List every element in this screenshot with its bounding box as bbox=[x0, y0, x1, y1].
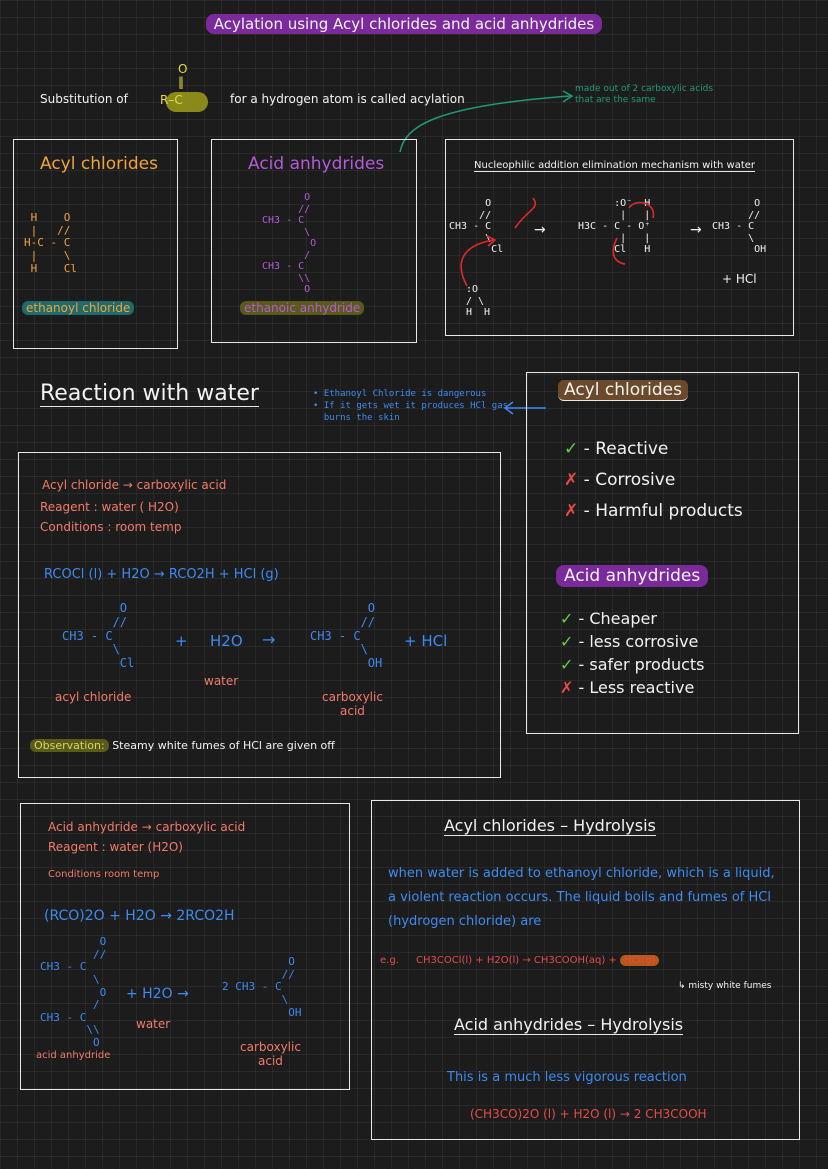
anh-box-plus: + H2O → bbox=[126, 986, 189, 1002]
cross-icon: ✗ bbox=[560, 678, 574, 697]
cross-icon: ✗ bbox=[564, 501, 579, 521]
anh-box-product: O // 2 CH3 - C \ OH bbox=[222, 955, 302, 1019]
comparison-anh-item bbox=[560, 653, 705, 676]
comparison-anh-title-text: Acid anhydrides bbox=[556, 565, 708, 587]
hydrolysis-anh-text: This is a much less vigorous reaction bbox=[447, 1070, 687, 1085]
comparison-anh-item bbox=[560, 607, 705, 630]
anh-box-equation: (RCO)2O + H2O → 2RCO2H bbox=[44, 908, 235, 924]
page-title-text: Acylation using Acyl chlorides and acid anhydrides bbox=[206, 14, 602, 34]
page-title bbox=[188, 14, 620, 33]
comparison-anh-item-text: - safer products bbox=[578, 655, 705, 674]
mechanism-title bbox=[474, 160, 755, 171]
anh-box-line1: Acid anhydride → carboxylic acid bbox=[48, 820, 246, 834]
water-section-title-text: Reaction with water bbox=[40, 381, 259, 406]
water-section-note: • Ethanoyl Chloride is dangerous • If it gets wet it produces HCl gas burns the skin bbox=[313, 389, 509, 424]
acyl-chloride-structure: H O | // H-C - C | \ H Cl bbox=[24, 211, 77, 275]
acid-anhydride-box-title: Acid anhydrides bbox=[248, 154, 385, 174]
comparison-anh-item-text: - Cheaper bbox=[578, 609, 657, 628]
acyl-chloride-label-text: ethanoyl chloride bbox=[22, 301, 134, 315]
anh-box-line3: Conditions room temp bbox=[48, 869, 160, 880]
acid-anhydride-label bbox=[240, 297, 364, 316]
observation-label: Observation: bbox=[30, 739, 109, 752]
hydrolysis-eg: e.g. bbox=[380, 955, 399, 966]
hydrolysis-acyl-text: when water is added to ethanoyl chloride, which is a liquid, a violent reaction occurs. The liquid boils and fumes of HCl (hydrogen chloride) are bbox=[388, 866, 775, 929]
mechanism-title-text: Nucleophilic addition elimination mechanism with water bbox=[474, 160, 756, 171]
cross-icon: ✗ bbox=[564, 470, 579, 490]
comparison-acyl-item bbox=[564, 434, 743, 465]
intro-suffix: for a hydrogen atom is called acylation bbox=[230, 92, 465, 106]
anh-box-water-label: water bbox=[136, 1017, 171, 1031]
comparison-acyl-item bbox=[564, 496, 743, 527]
anh-box-line2: Reagent : water (H2O) bbox=[48, 840, 183, 854]
water-box-water: H2O bbox=[210, 632, 243, 650]
hydrolysis-acyl-title bbox=[444, 816, 656, 835]
acyl-chloride-label bbox=[22, 297, 134, 316]
comparison-acyl-item-text: - Corrosive bbox=[583, 470, 676, 490]
water-box-product: O // CH3 - C \ OH bbox=[310, 601, 383, 671]
intro-prefix: Substitution of bbox=[40, 92, 128, 106]
comparison-anh-item-text: - Less reactive bbox=[578, 678, 695, 697]
check-icon: ✓ bbox=[564, 439, 579, 459]
comparison-anh-title bbox=[556, 566, 708, 586]
check-icon: ✓ bbox=[560, 632, 574, 651]
water-box-reactant: O // CH3 - C \ Cl bbox=[62, 601, 135, 671]
comparison-anh-item bbox=[560, 630, 705, 653]
hydrolysis-eq-hcl: HCl(g) bbox=[620, 955, 659, 966]
comparison-acyl-title-text: Acyl chlorides bbox=[558, 380, 688, 401]
hydrolysis-anh-equation: (CH3CO)2O (l) + H2O (l) → 2 CH3COOH bbox=[470, 1107, 707, 1121]
acyl-chloride-box-title: Acyl chlorides bbox=[40, 154, 158, 174]
hydrolysis-acyl-title-text: Acyl chlorides – Hydrolysis bbox=[444, 816, 656, 835]
comparison-acyl-list bbox=[564, 434, 743, 527]
mechanism-step1: O // CH3 - C \ Cl bbox=[449, 198, 504, 255]
acid-anhydride-structure: O // CH3 - C \ O / CH3 - C \\ O bbox=[262, 192, 317, 295]
observation-text: Steamy white fumes of HCl are given off bbox=[112, 739, 335, 752]
comparison-anh-list bbox=[560, 607, 705, 699]
intro-side-note: made out of 2 carboxylic acids that are the same bbox=[575, 84, 714, 105]
water-box-equation: RCOCl (l) + H2O → RCO2H + HCl (g) bbox=[44, 567, 279, 582]
acid-anhydride-label-text: ethanoic anhydride bbox=[240, 301, 364, 315]
water-section-title bbox=[40, 381, 259, 406]
water-box-plus1: + bbox=[175, 632, 188, 650]
water-box-line2: Reagent : water ( H2O) bbox=[40, 500, 179, 514]
mechanism-step3: O // CH3 - C \ OH bbox=[712, 198, 767, 255]
mechanism-arrow1: → bbox=[534, 222, 546, 238]
acyl-group-bond: ‖ bbox=[178, 75, 184, 89]
acyl-group bbox=[158, 62, 210, 120]
curly-arrows bbox=[445, 190, 695, 300]
water-box-plus2: + HCl bbox=[404, 632, 448, 650]
hydrolysis-eq: CH3COCl(l) + H2O(l) → CH3COOH(aq) + bbox=[416, 955, 617, 966]
anh-box-label-product: carboxylic acid bbox=[240, 1040, 301, 1068]
comparison-acyl-title bbox=[558, 380, 688, 400]
comparison-anh-item-text: - less corrosive bbox=[578, 632, 699, 651]
comparison-acyl-item-text: - Harmful products bbox=[583, 501, 743, 521]
acyl-group-rc: R–C bbox=[160, 93, 183, 107]
water-box-arrow: → bbox=[262, 630, 276, 649]
anh-box-label-reactant: acid anhydride bbox=[36, 1050, 111, 1061]
water-box-label-reactant: acyl chloride bbox=[55, 690, 132, 704]
hydrolysis-fumes: ↳ misty white fumes bbox=[678, 981, 772, 991]
hydrolysis-box bbox=[371, 800, 800, 1140]
anh-box-reactant: O // CH3 - C \ O / CH3 - C \\ O bbox=[40, 935, 107, 1050]
comparison-acyl-item-text: - Reactive bbox=[583, 439, 669, 459]
check-icon: ✓ bbox=[560, 609, 574, 628]
comparison-acyl-item bbox=[564, 465, 743, 496]
comparison-anh-item bbox=[560, 676, 705, 699]
water-box-line1: Acyl chloride → carboxylic acid bbox=[42, 478, 227, 492]
water-box-label-product: carboxylic acid bbox=[322, 690, 383, 718]
mechanism-water: :O / \ H H bbox=[466, 284, 491, 318]
hydrolysis-anh-title-text: Acid anhydrides – Hydrolysis bbox=[454, 1015, 684, 1034]
mechanism-step2: :O⁻ H | | H3C - C - O⁺ | | Cl H bbox=[578, 198, 651, 255]
mechanism-arrow2: → bbox=[690, 222, 702, 238]
acyl-group-oxygen: O bbox=[178, 62, 188, 76]
water-box-label-water: water bbox=[204, 674, 239, 688]
check-icon: ✓ bbox=[560, 655, 574, 674]
water-box-line3: Conditions : room temp bbox=[40, 520, 182, 534]
hydrolysis-anh-title bbox=[454, 1015, 683, 1034]
water-box-observation bbox=[30, 739, 335, 752]
mechanism-product-hcl: + HCl bbox=[722, 272, 757, 286]
hydrolysis-acyl-equation bbox=[380, 955, 659, 966]
